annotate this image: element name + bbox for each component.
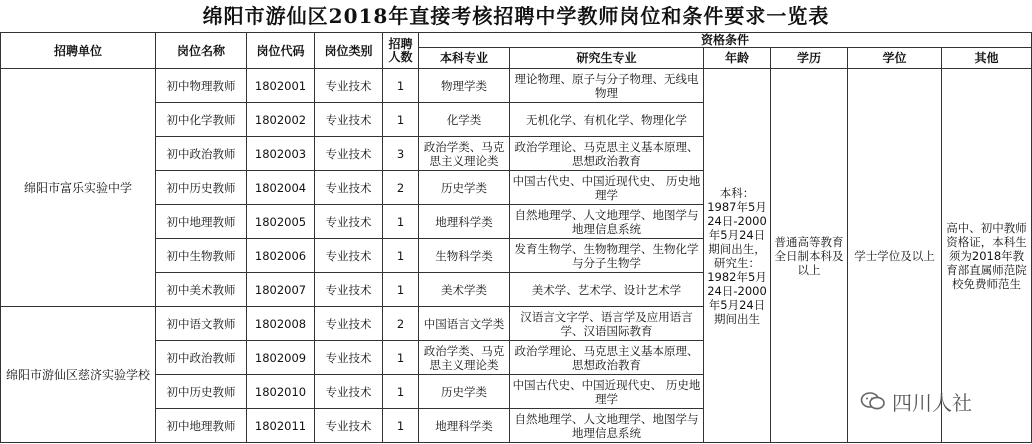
- undergrad-major: 中国语言文学类: [419, 307, 510, 341]
- post-type: 专业技术: [315, 409, 383, 443]
- undergrad-major: 物理学类: [419, 69, 510, 103]
- graduate-major: 中国古代史、中国近现代史、 历史地理学: [510, 171, 704, 205]
- post-count: 1: [383, 239, 419, 273]
- post-code: 1802010: [247, 375, 315, 409]
- undergrad-major: 历史学类: [419, 171, 510, 205]
- graduate-major: 无机化学、有机化学、物理化学: [510, 103, 704, 137]
- graduate-major: 政治学理论、马克思主义基本原理、思想政治教育: [510, 137, 704, 171]
- recruitment-table: [0, 32, 1032, 443]
- watermark-text: 四川人社: [892, 390, 972, 415]
- post-code: 1802007: [247, 273, 315, 307]
- graduate-major: 汉语言文字学、语言学及应用语言学、汉语国际教育: [510, 307, 704, 341]
- post-name: 初中美术教师: [156, 273, 247, 307]
- other-requirement: 高中、初中教师资格证，本科生须为2018年教育部直属师范院校免费师范生: [942, 69, 1032, 443]
- post-code: 1802011: [247, 409, 315, 443]
- post-name: 初中语文教师: [156, 307, 247, 341]
- post-type: 专业技术: [315, 341, 383, 375]
- post-name: 初中化学教师: [156, 103, 247, 137]
- post-type: 专业技术: [315, 137, 383, 171]
- header-post-code: 岗位代码: [247, 33, 315, 69]
- graduate-major: 自然地理学、人文地理学、地图学与地理信息系统: [510, 409, 704, 443]
- post-type: 专业技术: [315, 205, 383, 239]
- post-count: 2: [383, 307, 419, 341]
- undergrad-major: 政治学类、马克思主义理论类: [419, 137, 510, 171]
- post-name: 初中历史教师: [156, 375, 247, 409]
- post-count: 1: [383, 103, 419, 137]
- unit-name: 绵阳市游仙区慈济实验学校: [1, 307, 156, 443]
- post-type: 专业技术: [315, 239, 383, 273]
- header-post-name: 岗位名称: [156, 33, 247, 69]
- graduate-major: 中国古代史、中国近现代史、 历史地理学: [510, 375, 704, 409]
- post-code: 1802005: [247, 205, 315, 239]
- header-unit: 招聘单位: [1, 33, 156, 69]
- post-code: 1802002: [247, 103, 315, 137]
- post-code: 1802001: [247, 69, 315, 103]
- post-type: 专业技术: [315, 375, 383, 409]
- post-code: 1802006: [247, 239, 315, 273]
- header-degree: 学位: [848, 48, 942, 69]
- post-type: 专业技术: [315, 103, 383, 137]
- post-type: 专业技术: [315, 307, 383, 341]
- table-row: [1, 69, 1032, 103]
- post-count: 3: [383, 137, 419, 171]
- unit-name: 绵阳市富乐实验中学: [1, 69, 156, 307]
- header-undergrad: 本科专业: [419, 48, 510, 69]
- education-requirement: 普通高等教育全日制本科及以上: [771, 69, 848, 443]
- post-code: 1802003: [247, 137, 315, 171]
- graduate-major: 美术学、艺术学、设计艺术学: [510, 273, 704, 307]
- graduate-major: 理论物理、原子与分子物理、无线电物理: [510, 69, 704, 103]
- page-title: 绵阳市游仙区2018年直接考核招聘中学教师岗位和条件要求一览表: [202, 4, 830, 28]
- header-count: 招聘人数: [383, 33, 419, 69]
- header-post-type: 岗位类别: [315, 33, 383, 69]
- post-type: 专业技术: [315, 171, 383, 205]
- header-other: 其他: [942, 48, 1032, 69]
- header-qualification: 资格条件: [419, 33, 1032, 48]
- post-name: 初中地理教师: [156, 409, 247, 443]
- post-count: 1: [383, 375, 419, 409]
- post-count: 1: [383, 341, 419, 375]
- graduate-major: 发育生物学、生物物理学、生物化学与分子生物学: [510, 239, 704, 273]
- post-type: 专业技术: [315, 69, 383, 103]
- post-name: 初中历史教师: [156, 171, 247, 205]
- post-count: 2: [383, 171, 419, 205]
- post-name: 初中物理教师: [156, 69, 247, 103]
- undergrad-major: 化学类: [419, 103, 510, 137]
- post-type: 专业技术: [315, 273, 383, 307]
- graduate-major: 政治学理论、马克思主义基本原理、思想政治教育: [510, 341, 704, 375]
- header-graduate: 研究生专业: [510, 48, 704, 69]
- wechat-icon: [860, 391, 886, 411]
- post-name: 初中地理教师: [156, 205, 247, 239]
- post-count: 1: [383, 69, 419, 103]
- post-code: 1802004: [247, 171, 315, 205]
- degree-requirement: 学士学位及以上: [848, 69, 942, 443]
- post-name: 初中政治教师: [156, 341, 247, 375]
- undergrad-major: 历史学类: [419, 375, 510, 409]
- graduate-major: 自然地理学、人文地理学、地图学与地理信息系统: [510, 205, 704, 239]
- post-count: 1: [383, 409, 419, 443]
- header-education: 学历: [771, 48, 848, 69]
- post-count: 1: [383, 273, 419, 307]
- post-name: 初中生物教师: [156, 239, 247, 273]
- post-code: 1802009: [247, 341, 315, 375]
- header-age: 年龄: [704, 48, 771, 69]
- age-requirement: 本科：1987年5月24日-2000年5月24日期间出生，研究生：1982年5月24日-2000年5月24日期间出生: [704, 69, 771, 443]
- undergrad-major: 地理科学类: [419, 205, 510, 239]
- undergrad-major: 地理科学类: [419, 409, 510, 443]
- watermark: [860, 388, 1020, 414]
- undergrad-major: 政治学类、马克思主义理论类: [419, 341, 510, 375]
- post-code: 1802008: [247, 307, 315, 341]
- undergrad-major: 美术学类: [419, 273, 510, 307]
- post-count: 1: [383, 205, 419, 239]
- undergrad-major: 生物科学类: [419, 239, 510, 273]
- post-name: 初中政治教师: [156, 137, 247, 171]
